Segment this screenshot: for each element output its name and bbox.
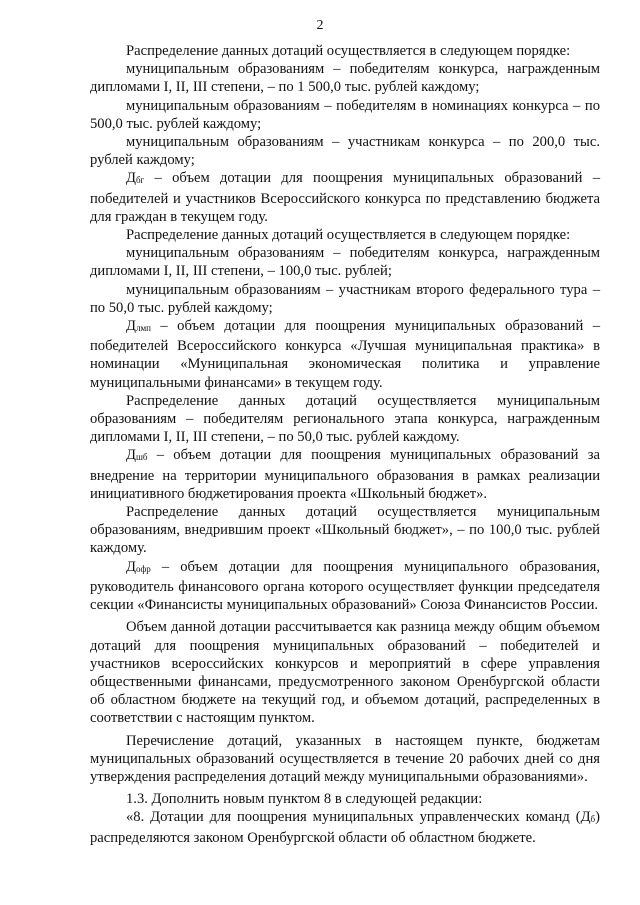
paragraph-text: Распределение данных дотаций осуществляется муниципальным образованиям, внедрившим проект «Школьный бюджет», – по 100,0 тыс. рублей каждому.	[90, 504, 600, 557]
paragraph-winners-diplomas-1	[90, 60, 600, 96]
paragraph-text: Распределение данных дотаций осуществляется в следующем порядке:	[126, 227, 571, 244]
formula-symbol: Д	[126, 558, 136, 575]
paragraph-winners-diplomas-2	[90, 244, 600, 280]
document-body	[90, 42, 600, 847]
paragraph-text: Объем данной дотации рассчитывается как разница между общим объемом дотаций для поощрения муниципальных образований – победителей и участников всероссийских конкурсов и мероприятий в сфере управления общественными финансами, предусмотренного законом Оренбургской области об областном бюджете на текущий год, и объемом дотаций, распределенных в соответствии с настоящим пунктом.	[90, 619, 600, 727]
paragraph-text: ) распределяются законом Оренбургской области об областном бюджете.	[90, 809, 600, 846]
paragraph-text: муниципальным образованиям – победителям в номинациях конкурса – по 500,0 тыс. рублей каждому;	[90, 97, 600, 132]
formula-subscript: шб	[135, 452, 148, 463]
paragraph-dlmp-definition	[90, 317, 600, 392]
page-number: 2	[316, 18, 324, 33]
paragraph-dotation-calculation	[90, 618, 600, 727]
paragraph-text: Распределение данных дотаций осуществляется муниципальным образованиям – победителям регионального этапа конкурса, награжденным дипломами I, II, III степени, – по 50,0 тыс. рублей каждому.	[90, 392, 600, 446]
formula-subscript: бг	[135, 175, 145, 186]
paragraph-nomination-winners	[90, 97, 600, 133]
paragraph-text: 1.3. Дополнить новым пунктом 8 в следующей редакции:	[126, 791, 483, 808]
formula-symbol: Д	[126, 170, 136, 187]
paragraph-dshb-definition	[90, 446, 600, 503]
paragraph-prefix: «8. Дотации для поощрения муниципальных управленческих команд (Д	[126, 809, 591, 826]
paragraph-text: – объем дотации для поощрения муниципальных образований – победителей и участников Всероссийского конкурса по представлению бюджета для граждан в текущем году.	[90, 170, 600, 225]
paragraph-second-round-participants	[90, 281, 600, 317]
paragraph-distribution-order-2	[90, 226, 600, 244]
paragraph-dbg-definition	[90, 169, 600, 226]
paragraph-transfer-terms	[90, 732, 600, 787]
paragraph-text: Распределение данных дотаций осуществляется в следующем порядке:	[126, 43, 571, 59]
formula-symbol: Д	[126, 447, 136, 464]
formula-subscript: б	[590, 814, 596, 825]
paragraph-school-budget-distribution	[90, 503, 600, 558]
formula-subscript: офр	[135, 563, 151, 574]
paragraph-contest-participants	[90, 133, 600, 169]
paragraph-distribution-order-1	[90, 42, 600, 60]
paragraph-amendment-1-3	[90, 790, 600, 808]
paragraph-text: Перечисление дотаций, указанных в настоящем пункте, бюджетам муниципальных образований осуществляется в течение 20 рабочих дней со дня утверждения распределения дотаций между муниципальными образованиями».	[90, 732, 600, 785]
formula-symbol: Д	[126, 318, 136, 335]
paragraph-text: – объем дотации для поощрения муниципальных образований за внедрение на территории муниципального образования в рамках реализации инициативного бюджетирования проекта «Школьный бюджет».	[90, 447, 600, 502]
paragraph-text: муниципальным образованиям – участникам конкурса – по 200,0 тыс. рублей каждому;	[90, 134, 600, 169]
paragraph-text: – объем дотации для поощрения муниципальных образований – победителей Всероссийского конкурса «Лучшая муниципальная практика» в номинации «Муниципальная экономическая политика и управление муниципальными финансами» в текущем году.	[90, 318, 600, 391]
paragraph-dofr-definition	[90, 558, 600, 615]
paragraph-text: муниципальным образованиям – победителям конкурса, награжденным дипломами I, II, III степени, – по 1 500,0 тыс. рублей каждому;	[90, 61, 600, 96]
paragraph-text: муниципальным образованиям – победителям конкурса, награжденным дипломами I, II, III степени, – 100,0 тыс. рублей;	[90, 245, 600, 280]
paragraph-text: муниципальным образованиям – участникам второго федерального тура – по 50,0 тыс. рублей каждому;	[90, 281, 600, 316]
paragraph-regional-winners	[90, 392, 600, 447]
formula-subscript: лмп	[135, 323, 151, 334]
paragraph-point-8	[90, 808, 600, 846]
paragraph-text: – объем дотации для поощрения муниципального образования, руководитель финансового органа которого осуществляет функции председателя секции «Финансисты муниципальных образований» Союза Финансистов России.	[90, 558, 600, 614]
